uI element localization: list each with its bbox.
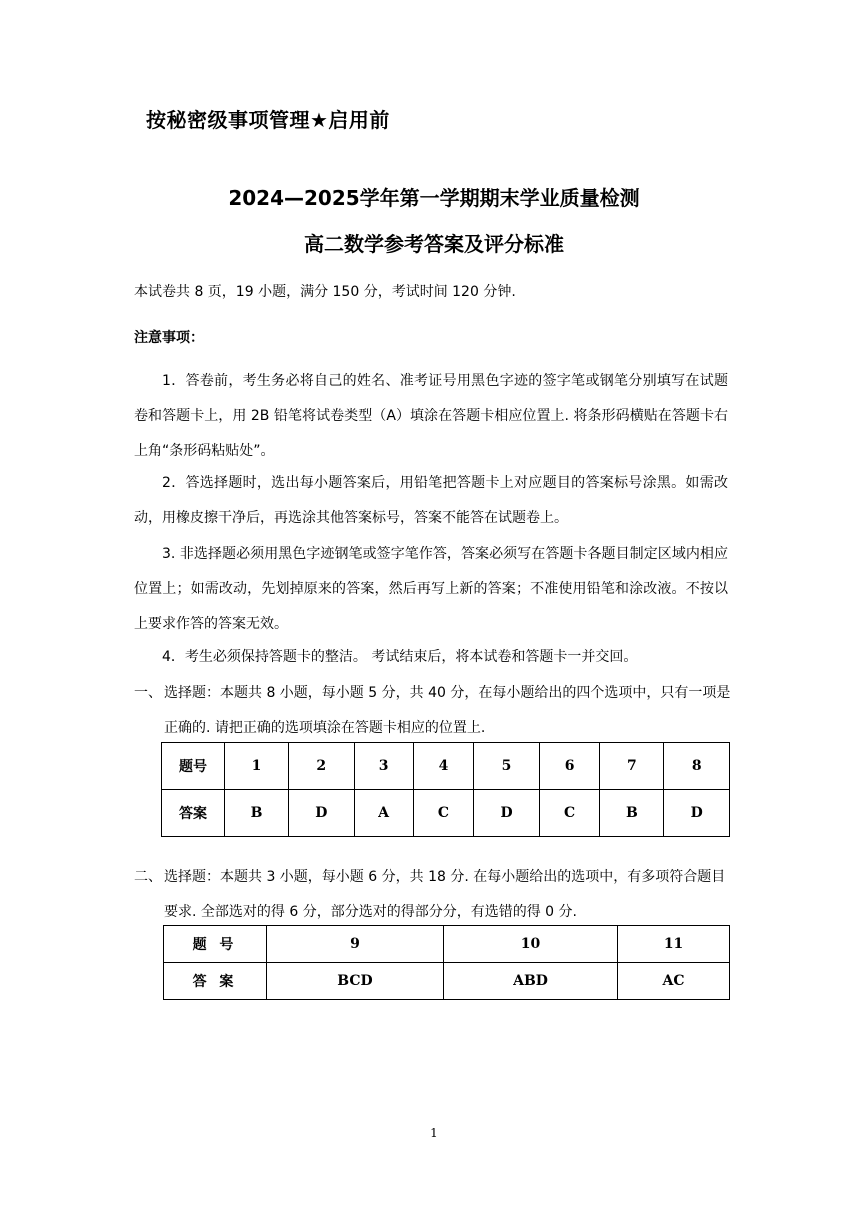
table-cell-answer: AC	[618, 963, 730, 1000]
notice-item-3-text: 3. 非选择题必须用黑色字迹钢笔或签字笔作答，答案必须写在答题卡各题目制定区域内相应位置上；如需改动，先划掉原来的答案，然后再写上新的答案；不准使用铅笔和涂改液。不按以上要求作答的答案无效。	[134, 546, 728, 632]
table-cell-question: 3	[354, 743, 413, 790]
table-cell-answer: B	[225, 790, 289, 837]
table-cell-question: 11	[618, 926, 730, 963]
table-cell-question: 2	[289, 743, 355, 790]
section-1-number: 一、	[134, 685, 162, 701]
table-cell-question: 10	[443, 926, 617, 963]
table-cell-answer: C	[539, 790, 600, 837]
section-2-number: 二、	[134, 869, 162, 885]
table-cell-question: 6	[539, 743, 600, 790]
notice-item-3	[134, 537, 728, 642]
section-1-heading	[134, 676, 734, 746]
table-cell-answer: ABD	[443, 963, 617, 1000]
table-cell-answer: A	[354, 790, 413, 837]
document-subtitle: 高二数学参考答案及评分标准	[304, 232, 564, 256]
notice-heading: 注意事项：	[134, 330, 204, 346]
table-row-label-answer: 答案	[162, 790, 225, 837]
table-cell-answer: C	[413, 790, 474, 837]
table-cell-question: 9	[267, 926, 444, 963]
notice-item-4	[134, 640, 728, 675]
table-cell-answer: BCD	[267, 963, 444, 1000]
notice-item-1	[134, 364, 728, 469]
table-row-label-question: 题 号	[164, 926, 267, 963]
exam-intro: 本试卷共 8 页，19 小题，满分 150 分，考试时间 120 分钟.	[134, 284, 516, 300]
table-row-label-question: 题号	[162, 743, 225, 790]
table-row	[162, 790, 730, 837]
section-1-text: 选择题：本题共 8 小题，每小题 5 分，共 40 分，在每小题给出的四个选项中，只有一项是正确的. 请把正确的选项填涂在答题卡相应的位置上.	[164, 685, 731, 736]
table-cell-question: 5	[474, 743, 540, 790]
section-2-heading	[134, 860, 734, 930]
table-cell-answer: B	[600, 790, 664, 837]
table-cell-question: 8	[664, 743, 730, 790]
table-cell-answer: D	[474, 790, 540, 837]
notice-item-1-text: 1．答卷前，考生务必将自己的姓名、准考证号用黑色字迹的签字笔或钢笔分别填写在试题卷和答题卡上，用 2B 铅笔将试卷类型（A）填涂在答题卡相应位置上. 将条形码横贴在答题卡右上角“条形码粘贴处”。	[134, 373, 728, 459]
table-cell-question: 4	[413, 743, 474, 790]
table-cell-answer: D	[289, 790, 355, 837]
table-row	[164, 963, 730, 1000]
page-number: 1	[430, 1126, 438, 1140]
answer-table-2	[163, 925, 730, 1000]
document-title: 2024—2025学年第一学期期末学业质量检测	[228, 186, 640, 210]
notice-item-4-text: 4．考生必须保持答题卡的整洁。 考试结束后，将本试卷和答题卡一并交回。	[162, 649, 638, 665]
table-row-label-answer: 答 案	[164, 963, 267, 1000]
table-row	[164, 926, 730, 963]
confidential-label: 按秘密级事项管理★启用前	[146, 108, 390, 132]
notice-item-2	[134, 466, 728, 536]
section-2-text: 选择题：本题共 3 小题，每小题 6 分，共 18 分. 在每小题给出的选项中，有多项符合题目要求. 全部选对的得 6 分，部分选对的得部分分，有选错的得 0 分.	[164, 869, 726, 920]
table-cell-question: 1	[225, 743, 289, 790]
table-cell-question: 7	[600, 743, 664, 790]
answer-table-1	[161, 742, 730, 837]
notice-item-2-text: 2．答选择题时，选出每小题答案后，用铅笔把答题卡上对应题目的答案标号涂黑。如需改动，用橡皮擦干净后，再选涂其他答案标号，答案不能答在试题卷上。	[134, 475, 728, 526]
table-cell-answer: D	[664, 790, 730, 837]
table-row	[162, 743, 730, 790]
